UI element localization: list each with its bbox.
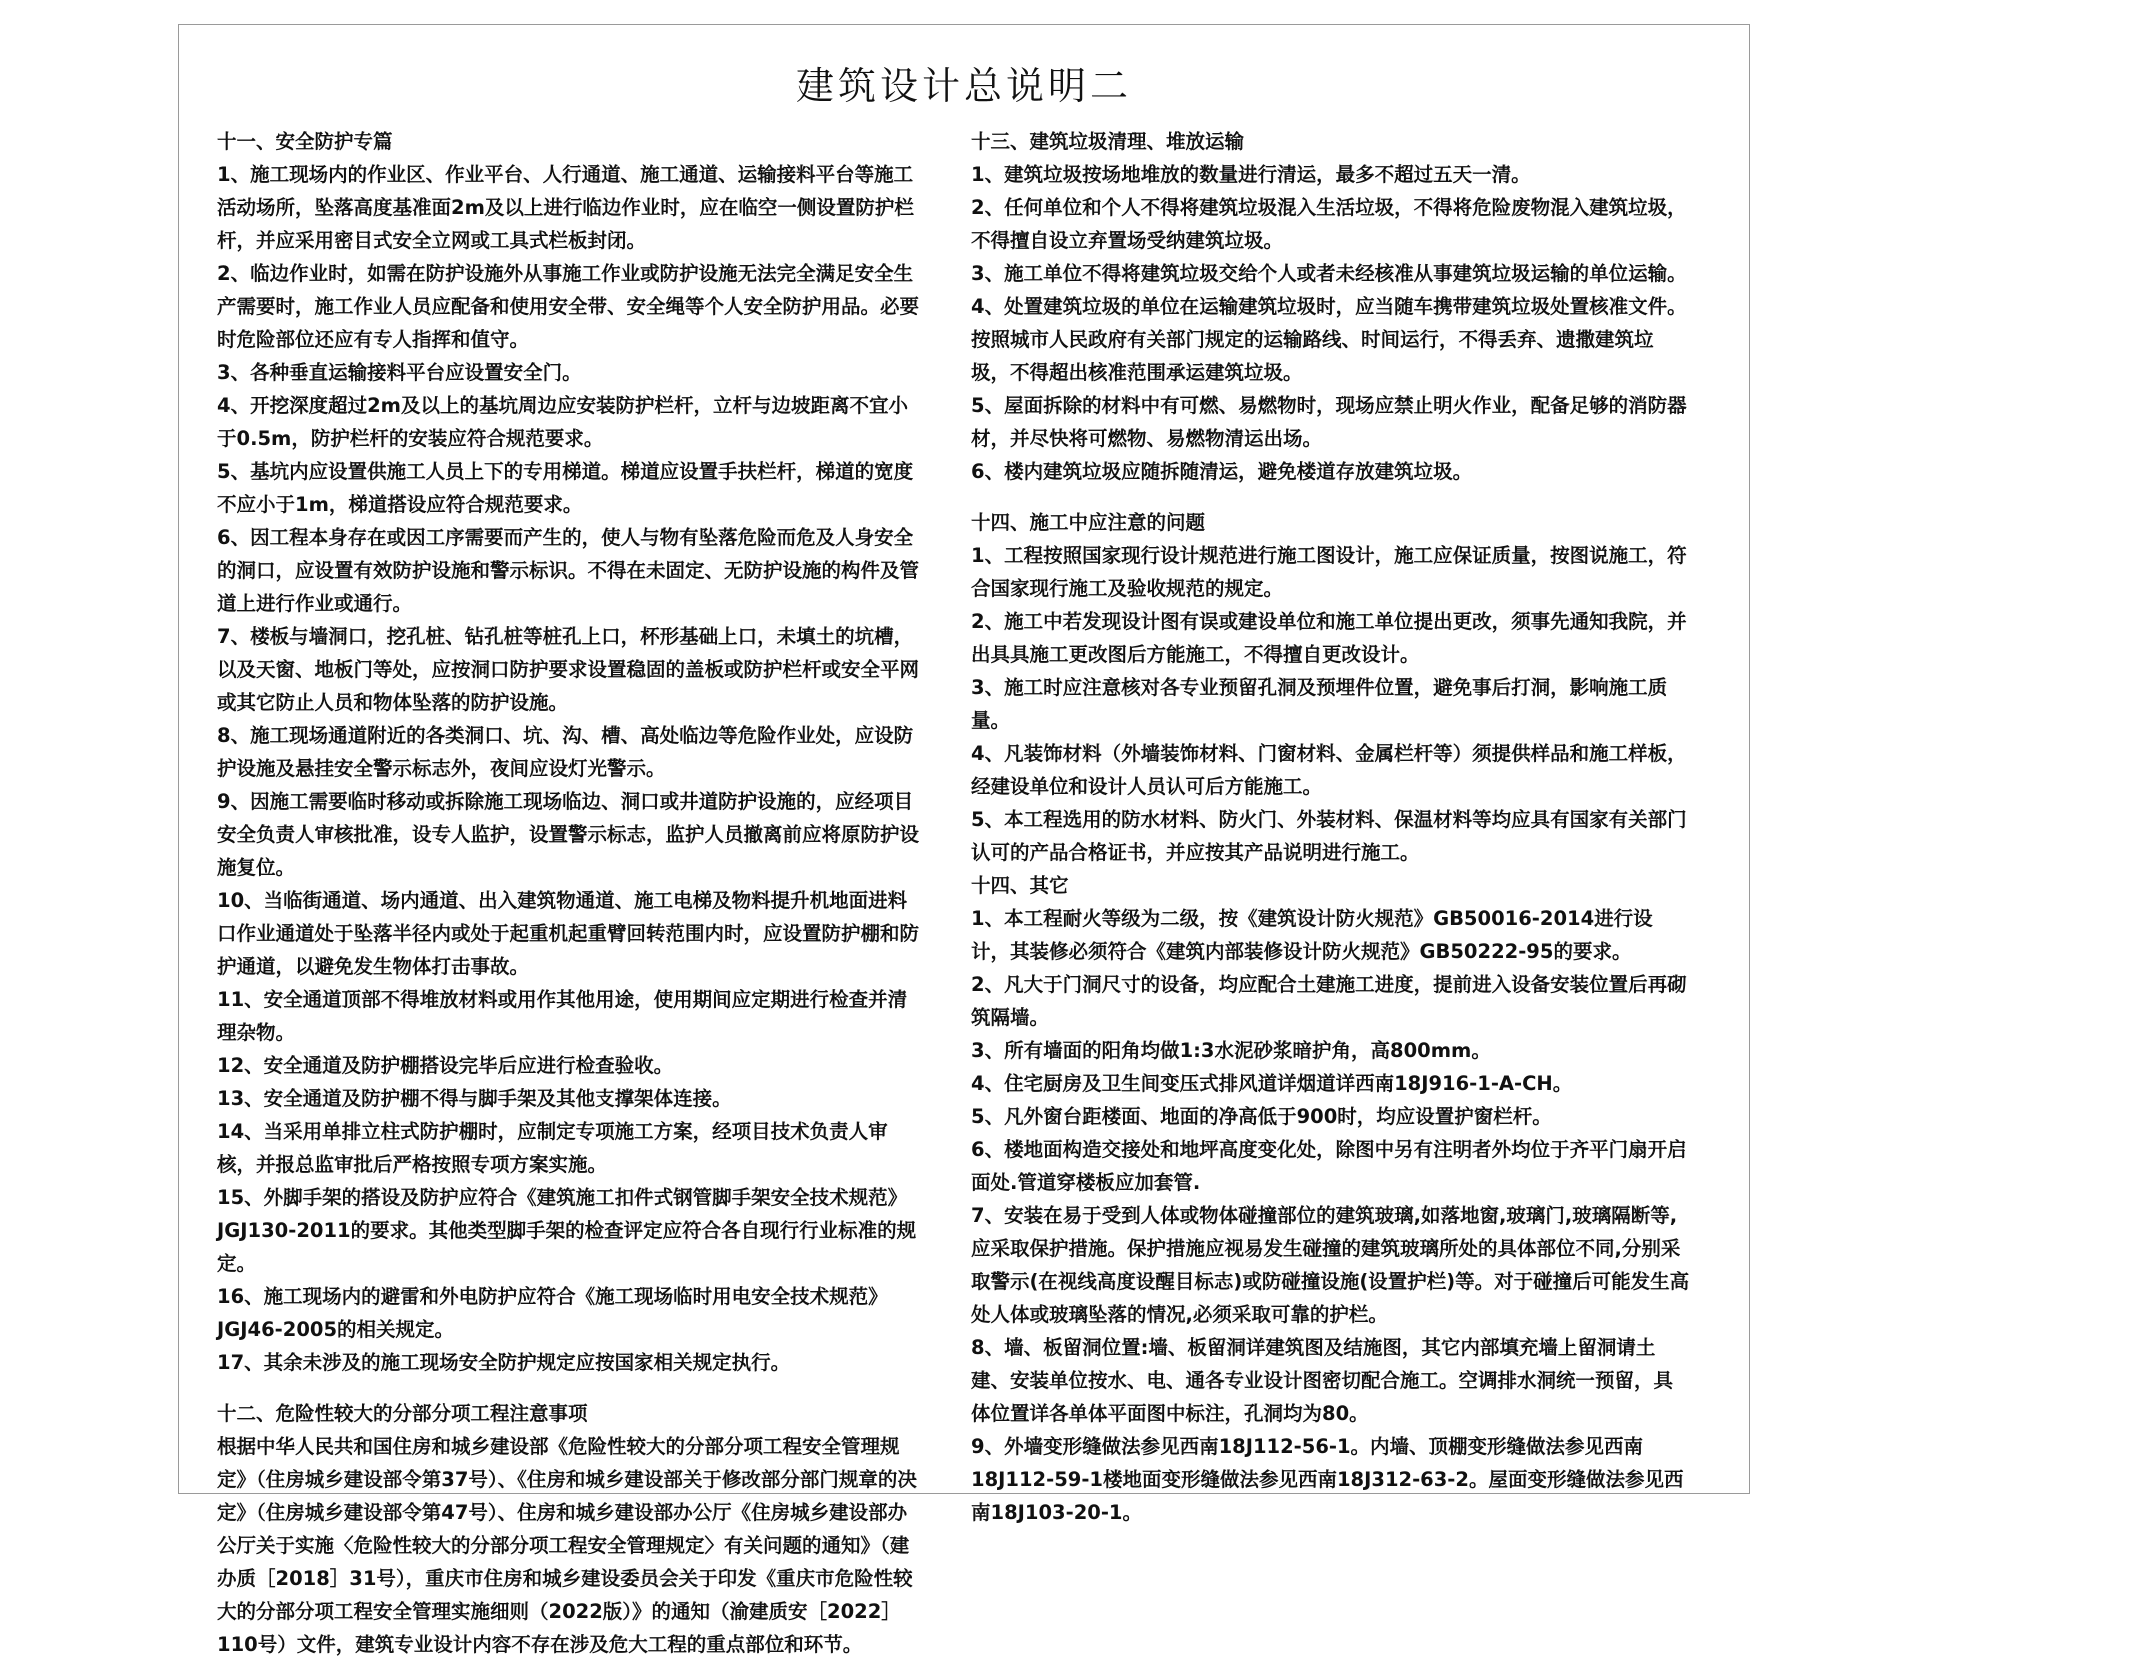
section-waste-clearing — [971, 125, 1691, 488]
list-item: 16、施工现场内的避雷和外电防护应符合《施工现场临时用电安全技术规范》JGJ46-2005的相关规定。 — [217, 1285, 888, 1341]
list-item: 2、任何单位和个人不得将建筑垃圾混入生活垃圾，不得将危险废物混入建筑垃圾，不得擅自设立弃置场受纳建筑垃圾。 — [971, 196, 1687, 252]
list-item: 1、本工程耐火等级为二级，按《建筑设计防火规范》GB50016-2014进行设计，其装修必须符合《建筑内部装修设计防火规范》GB50222-95的要求。 — [971, 907, 1653, 963]
section-heading: 十四、其它 — [971, 874, 1069, 897]
list-item: 14、当采用单排立柱式防护棚时，应制定专项施工方案，经项目技术负责人审核，并报总监审批后严格按照专项方案实施。 — [217, 1120, 888, 1176]
list-item: 6、楼地面构造交接处和地坪高度变化处，除图中另有注明者外均位于齐平门扇开启面处.管道穿楼板应加套管. — [971, 1138, 1687, 1194]
list-item: 1、建筑垃圾按场地堆放的数量进行清运，最多不超过五天一清。 — [971, 163, 1531, 186]
list-item: 8、施工现场通道附近的各类洞口、坑、沟、槽、高处临边等危险作业处，应设防护设施及悬挂安全警示标志外，夜间应设灯光警示。 — [217, 724, 914, 780]
list-item: 12、安全通道及防护棚搭设完毕后应进行检查验收。 — [217, 1054, 674, 1077]
list-item: 7、安装在易于受到人体或物体碰撞部位的建筑玻璃,如落地窗,玻璃门,玻璃隔断等,应采取保护措施。保护措施应视易发生碰撞的建筑玻璃所处的具体部位不同,分别采取警示(在视线高度设醒目标志)或防碰撞设施(设置护栏)等。对于碰撞后可能发生高处人体或玻璃坠落的情况,必须采取可靠的护栏。 — [971, 1204, 1690, 1326]
list-item: 15、外脚手架的搭设及防护应符合《建筑施工扣件式钢管脚手架安全技术规范》JGJ130-2011的要求。其他类型脚手架的检查评定应符合各自现行行业标准的规定。 — [217, 1186, 917, 1275]
list-item: 4、住宅厨房及卫生间变压式排风道详烟道详西南18J916-1-A-CH。 — [971, 1072, 1573, 1095]
section-heading: 十三、建筑垃圾清理、堆放运输 — [971, 130, 1245, 153]
section-heading: 十一、安全防护专篇 — [217, 130, 393, 153]
list-item: 9、因施工需要临时移动或拆除施工现场临边、洞口或井道防护设施的，应经项目安全负责人审核批准，设专人监护，设置警示标志，监护人员撤离前应将原防护设施复位。 — [217, 790, 920, 879]
list-item: 3、施工单位不得将建筑垃圾交给个人或者未经核准从事建筑垃圾运输的单位运输。 — [971, 262, 1687, 285]
list-item: 2、临边作业时，如需在防护设施外从事施工作业或防护设施无法完全满足安全生产需要时，施工作业人员应配备和使用安全带、安全绳等个人安全防护用品。必要时危险部位还应有专人指挥和值守。 — [217, 262, 920, 351]
section-construction-notes — [971, 506, 1691, 869]
drawing-sheet — [178, 24, 1750, 1656]
section-hazardous-works — [217, 1397, 925, 1661]
section-heading: 十二、危险性较大的分部分项工程注意事项 — [217, 1402, 588, 1425]
page-title: 建筑设计总说明二 — [795, 64, 1132, 108]
list-item: 5、屋面拆除的材料中有可燃、易燃物时，现场应禁止明火作业，配备足够的消防器材，并尽快将可燃物、易燃物清运出场。 — [971, 394, 1687, 450]
list-item: 17、其余未涉及的施工现场安全防护规定应按国家相关规定执行。 — [217, 1351, 791, 1374]
left-column — [217, 125, 925, 1661]
list-item: 4、处置建筑垃圾的单位在运输建筑垃圾时，应当随车携带建筑垃圾处置核准文件。按照城市人民政府有关部门规定的运输路线、时间运行，不得丢弃、遗撒建筑垃圾，不得超出核准范围承运建筑垃圾。 — [971, 295, 1687, 384]
list-item: 2、施工中若发现设计图有误或建设单位和施工单位提出更改，须事先通知我院，并出具具施工更改图后方能施工，不得擅自更改设计。 — [971, 610, 1687, 666]
list-item: 5、本工程选用的防水材料、防火门、外装材料、保温材料等均应具有国家有关部门认可的产品合格证书，并应按其产品说明进行施工。 — [971, 808, 1687, 864]
list-item: 6、因工程本身存在或因工序需要而产生的，使人与物有坠落危险而危及人身安全的洞口，应设置有效防护设施和警示标识。不得在未固定、无防护设施的构件及管道上进行作业或通行。 — [217, 526, 920, 615]
section-heading: 十四、施工中应注意的问题 — [971, 511, 1206, 534]
list-item: 5、基坑内应设置供施工人员上下的专用梯道。梯道应设置手扶栏杆，梯道的宽度不应小于1m，梯道搭设应符合规范要求。 — [217, 460, 914, 516]
list-item: 2、凡大于门洞尺寸的设备，均应配合土建施工进度，提前进入设备安装位置后再砌筑隔墙。 — [971, 973, 1687, 1029]
list-item: 3、施工时应注意核对各专业预留孔洞及预埋件位置，避免事后打洞，影响施工质量。 — [971, 676, 1668, 732]
list-item: 7、楼板与墙洞口，挖孔桩、钻孔桩等桩孔上口，杯形基础上口，未填土的坑槽，以及天窗、地板门等处，应按洞口防护要求设置稳固的盖板或防护栏杆或安全平网或其它防止人员和物体坠落的防护设施。 — [217, 625, 920, 714]
list-item: 9、外墙变形缝做法参见西南18J112-56-1。内墙、顶棚变形缝做法参见西南18J112-59-1楼地面变形缝做法参见西南18J312-63-2。屋面变形缝做法参见西南18J103-20-1。 — [971, 1435, 1684, 1524]
right-column — [971, 125, 1691, 1529]
paragraph: 根据中华人民共和国住房和城乡建设部《危险性较大的分部分项工程安全管理规定》（住房城乡建设部令第37号）、《住房和城乡建设部关于修改部分部门规章的决定》（住房城乡建设部令第47号）、住房和城乡建设部办公厅《住房城乡建设部办公厅关于实施〈危险性较大的分部分项工程安全管理规定〉有关问题的通知》（建办质［2018］31号），重庆市住房和城乡建设委员会关于印发《重庆市危险性较大的分部分项工程安全管理实施细则（2022版）》的通知（渝建质安［2022］110号）文件，建筑专业设计内容不存在涉及危大工程的重点部位和环节。 — [217, 1435, 917, 1656]
section-other — [971, 869, 1691, 1529]
list-item: 5、凡外窗台距楼面、地面的净高低于900时，均应设置护窗栏杆。 — [971, 1105, 1552, 1128]
list-item: 10、当临街通道、场内通道、出入建筑物通道、施工电梯及物料提升机地面进料口作业通道处于坠落半径内或处于起重机起重臂回转范围内时，应设置防护棚和防护通道，以避免发生物体打击事故。 — [217, 889, 920, 978]
list-item: 1、工程按照国家现行设计规范进行施工图设计，施工应保证质量，按图说施工，符合国家现行施工及验收规范的规定。 — [971, 544, 1687, 600]
list-item: 6、楼内建筑垃圾应随拆随清运，避免楼道存放建筑垃圾。 — [971, 460, 1473, 483]
list-item: 4、开挖深度超过2m及以上的基坑周边应安装防护栏杆，立杆与边坡距离不宜小于0.5m，防护栏杆的安装应符合规范要求。 — [217, 394, 908, 450]
list-item: 11、安全通道顶部不得堆放材料或用作其他用途，使用期间应定期进行检查并清理杂物。 — [217, 988, 908, 1044]
list-item: 3、所有墙面的阳角均做1:3水泥砂浆暗护角，高800mm。 — [971, 1039, 1491, 1062]
list-item: 13、安全通道及防护棚不得与脚手架及其他支撑架体连接。 — [217, 1087, 732, 1110]
list-item: 1、施工现场内的作业区、作业平台、人行通道、施工通道、运输接料平台等施工活动场所，坠落高度基准面2m及以上进行临边作业时，应在临空一侧设置防护栏杆，并应采用密目式安全立网或工具式栏板封闭。 — [217, 163, 914, 252]
section-safety-protection — [217, 125, 925, 1379]
list-item: 3、各种垂直运输接料平台应设置安全门。 — [217, 361, 582, 384]
list-item: 8、墙、板留洞位置:墙、板留洞详建筑图及结施图，其它内部填充墙上留洞请土建、安装单位按水、电、通各专业设计图密切配合施工。空调排水洞统一预留，具体位置详各单体平面图中标注，孔洞均为80。 — [971, 1336, 1674, 1425]
list-item: 4、凡装饰材料（外墙装饰材料、门窗材料、金属栏杆等）须提供样品和施工样板，经建设单位和设计人员认可后方能施工。 — [971, 742, 1687, 798]
